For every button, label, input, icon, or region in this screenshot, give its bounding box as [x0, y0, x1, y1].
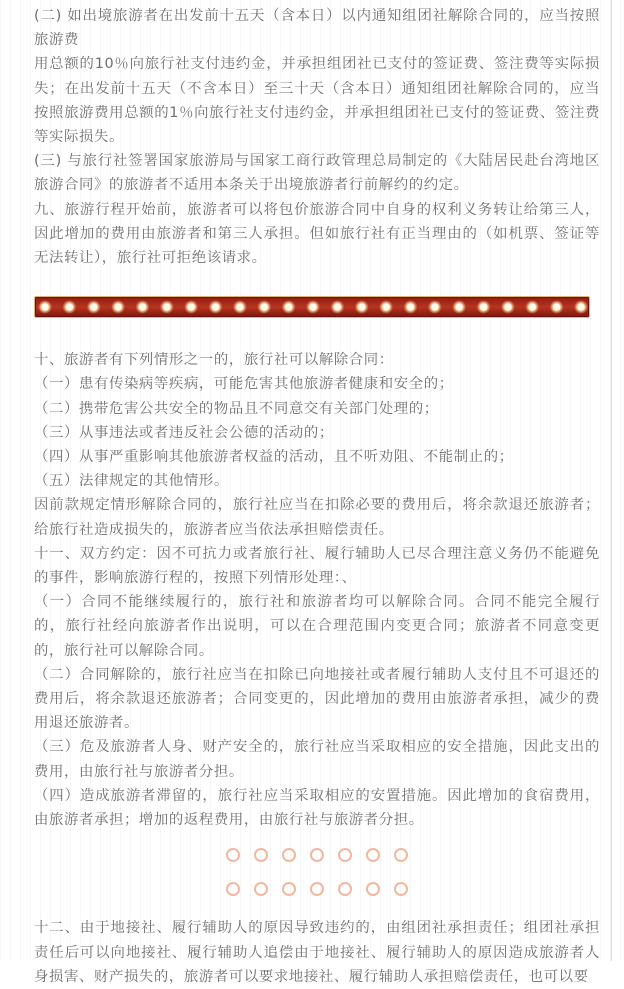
- light-bulb-core: [285, 304, 292, 311]
- light-bulb-core: [407, 304, 414, 311]
- section-a: [34, 0, 600, 270]
- paragraph: （二）携带危害公共安全的物品且不同意交有关部门处理的；: [34, 400, 439, 417]
- light-bulb-core: [553, 304, 560, 311]
- section-b: [34, 348, 600, 832]
- circle-row: [34, 838, 600, 872]
- light-bulb-core: [163, 304, 170, 311]
- circle-icon: [338, 848, 352, 862]
- circle-icon: [226, 882, 240, 896]
- light-bulb-core: [188, 304, 195, 311]
- paragraph: 十一、双方约定：因不可抗力或者旅行社、履行辅助人已尽合理注意义务仍不能避免的事件，影响旅游行程的，按照下列情形处理：、: [34, 545, 600, 587]
- circle-row: [34, 872, 600, 906]
- paragraph: (三) 与旅行社签署国家旅游局与国家工商行政管理总局制定的《大陆居民赴台湾地区旅游合同》的旅游者不适用本条关于出境旅游者行前解约的约定。: [34, 153, 600, 194]
- circle-icon: [282, 882, 296, 896]
- circle-icon: [310, 882, 324, 896]
- light-bulb-core: [431, 304, 438, 311]
- paragraph: 九、旅游行程开始前，旅游者可以将包价旅游合同中自身的权利义务转让给第三人，因此增加的费用由旅游者和第三人承担。但如旅行社有正当理由的（如机票、签证等无法转让），旅行社可拒绝该请求。: [34, 201, 600, 267]
- light-bulb-core: [504, 304, 511, 311]
- light-bulb-core: [334, 304, 341, 311]
- paragraph: 用总额的10％向旅行社支付违约金，并承担组团社已支付的签证费、签注费等实际损失；在出发前十五天（不含本日）至三十天（含本日）通知组团社解除合同的，应当按照旅游费用总额的1％向旅行社支付违约金，并承担组团社已支付的签证费、签注费等实际损失。: [34, 56, 600, 146]
- circle-divider: [34, 832, 600, 910]
- paragraph: （四）从事严重影响其他旅游者权益的活动，且不听劝阻、不能制止的；: [34, 449, 514, 466]
- light-bulb-core: [212, 304, 219, 311]
- light-bulb-core: [577, 304, 584, 311]
- circle-icon: [310, 848, 324, 862]
- light-bulb-core: [480, 304, 487, 311]
- paragraph: 十二、由于地接社、履行辅助人的原因导致违约的，由组团社承担责任；组团社承担责任后可以向地接社、履行辅助人追偿由于地接社、履行辅助人的原因造成旅游者人身损害、财产损失的，旅游者可以要求地接社、履行辅助人承担赔偿责任，也可以要: [34, 920, 600, 985]
- circle-icon: [254, 848, 268, 862]
- section-c: [34, 910, 600, 989]
- circle-icon: [394, 848, 408, 862]
- circle-icon: [366, 882, 380, 896]
- paragraph: （五）法律规定的其他情形。: [34, 473, 229, 490]
- paragraph: 十、旅游者有下列情形之一的，旅行社可以解除合同：: [34, 352, 394, 369]
- paragraph: （二）合同解除的，旅行社应当在扣除已向地接社或者履行辅助人支付且不可退还的费用后，将余款退还旅游者；合同变更的，因此增加的费用由旅游者承担，减少的费用退还旅游者。: [34, 666, 600, 732]
- light-bulbs-icon: [35, 297, 591, 319]
- circle-icon: [338, 882, 352, 896]
- light-bulb-core: [114, 304, 121, 311]
- light-bulb-core: [456, 304, 463, 311]
- light-bulb-strip: [34, 296, 590, 318]
- light-bulb-core: [139, 304, 146, 311]
- paragraph: （三）危及旅游者人身、财产安全的，旅行社应当采取相应的安全措施，因此支出的费用，由旅行社与旅游者分担。: [34, 739, 600, 780]
- light-bulb-core: [309, 304, 316, 311]
- circle-icon: [366, 848, 380, 862]
- circle-icon: [282, 848, 296, 862]
- light-bulb-core: [358, 304, 365, 311]
- light-bulb-core: [90, 304, 97, 311]
- light-bulb-core: [261, 304, 268, 311]
- paragraph: （一）患有传染病等疾病，可能危害其他旅游者健康和安全的；: [34, 376, 454, 393]
- circle-icon: [254, 882, 268, 896]
- circle-icon: [394, 882, 408, 896]
- paragraph: （三）从事违法或者违反社会公德的活动的；: [34, 424, 334, 441]
- light-bulb-core: [66, 304, 73, 311]
- paragraph: 因前款规定情形解除合同的，旅行社应当在扣除必要的费用后，将余款退还旅游者；给旅行社造成损失的，旅游者应当依法承担赔偿责任。: [34, 497, 600, 538]
- marquee-divider: [34, 270, 600, 348]
- light-bulb-core: [236, 304, 243, 311]
- paragraph: (二) 如出境旅游者在出发前十五天（含本日）以内通知组团社解除合同的，应当按照旅游费: [34, 8, 600, 49]
- paragraph: （一）合同不能继续履行的，旅行社和旅游者均可以解除合同。合同不能完全履行的，旅行社经向旅游者作出说明，可以在合理范围内变更合同；旅游者不同意变更的，旅行社可以解除合同。: [34, 594, 600, 659]
- light-bulb-core: [529, 304, 536, 311]
- circle-icon: [226, 848, 240, 862]
- light-bulb-core: [41, 304, 48, 311]
- light-bulb-core: [382, 304, 389, 311]
- paragraph: （四）造成旅游者滞留的，旅行社应当采取相应的安置措施。因此增加的食宿费用，由旅游者承担；增加的返程费用，由旅行社与旅游者分担。: [34, 787, 600, 829]
